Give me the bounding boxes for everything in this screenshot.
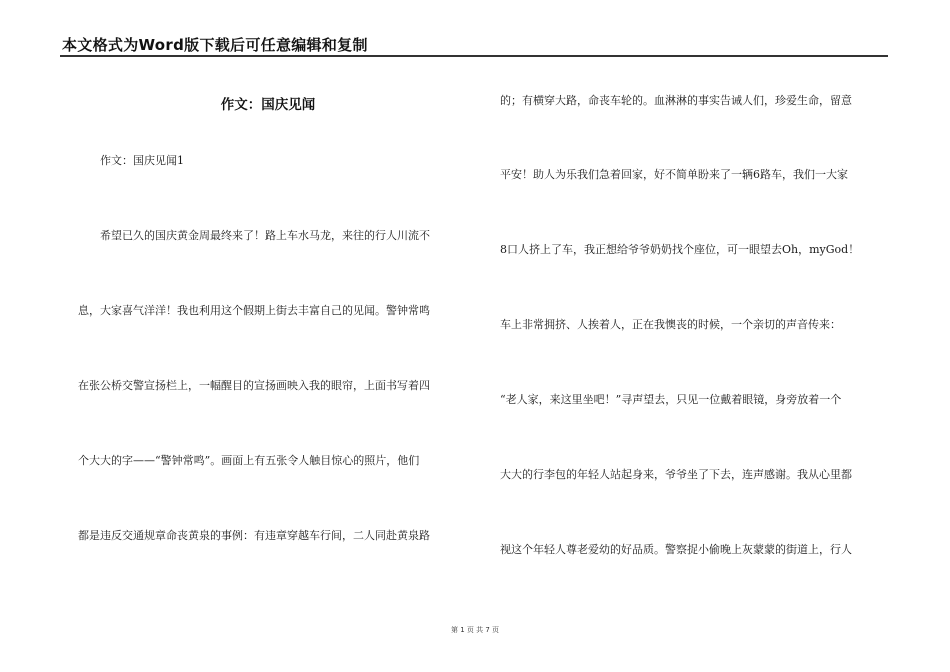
text-line: 息，大家喜气洋洋！我也利用这个假期上街去丰富自己的见闻。警钟常鸣 [78,304,430,317]
subtitle-line: 作文：国庆见闻1 [100,154,184,167]
text-line: “老人家，来这里坐吧！”寻声望去，只见一位戴着眼镜，身旁放着一个 [500,393,842,406]
text-line: 8口人挤上了车，我正想给爷爷奶奶找个座位，可一眼望去Oh，myGod！ [500,243,860,256]
document-title: 作文：国庆见闻 [220,97,316,113]
page-number: 第 1 页 共 7 页 [450,626,500,634]
text-line: 视这个年轻人尊老爱幼的好品质。警察捉小偷晚上灰蒙蒙的街道上，行人 [500,543,852,556]
header-divider [60,55,888,57]
text-line: 车上非常拥挤、人挨着人，正在我懊丧的时候，一个亲切的声音传来： [500,318,841,331]
text-line: 个大大的字——“警钟常鸣”。画面上有五张令人触目惊心的照片，他们 [78,454,420,467]
text-line: 平安！助人为乐我们急着回家，好不简单盼来了一辆6路车，我们一大家 [500,168,848,181]
text-line: 希望已久的国庆黄金周最终来了！路上车水马龙，来往的行人川流不 [100,229,430,242]
text-line: 的；有横穿大路，命丧车轮的。血淋淋的事实告诫人们，珍爱生命，留意 [500,94,852,107]
text-line: 都是违反交通规章命丧黄泉的事例：有违章穿越车行间，二人同赴黄泉路 [78,529,430,542]
text-line: 大大的行李包的年轻人站起身来，爷爷坐了下去，连声感谢。我从心里都 [500,468,852,481]
download-banner-text: 本文格式为Word版下载后可任意编辑和复制 [62,36,368,54]
text-line: 在张公桥交警宣扬栏上，一幅醒目的宣扬画映入我的眼帘，上面书写着四 [78,379,430,392]
